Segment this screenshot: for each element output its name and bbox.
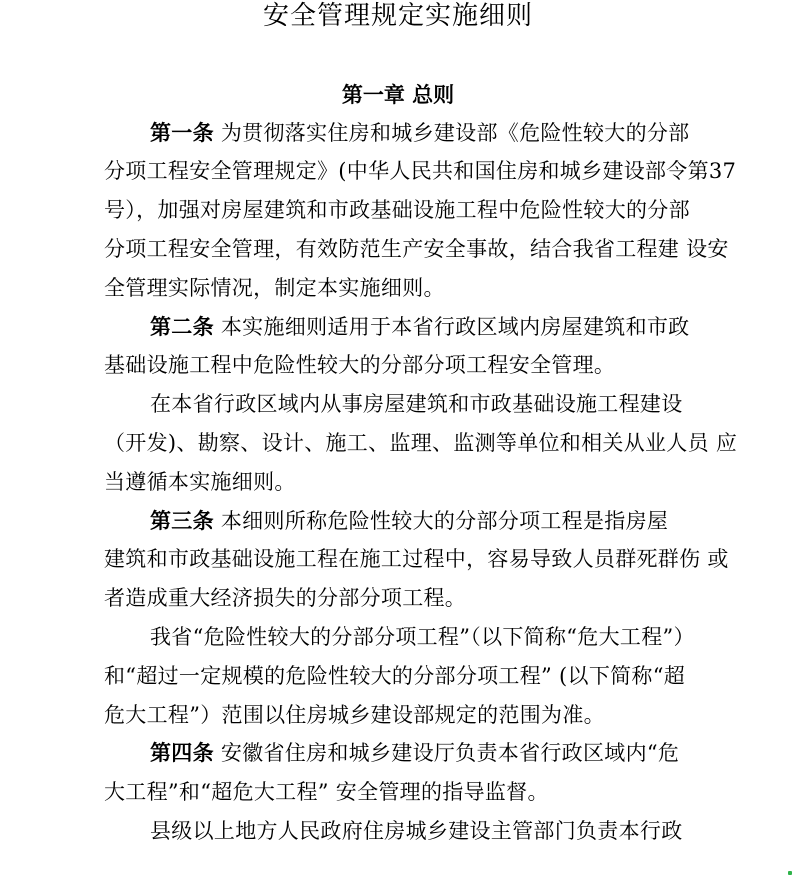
article-text: 本细则所称危险性较大的分部分项工程是指房屋 bbox=[213, 509, 669, 533]
article-label: 第四条 bbox=[150, 740, 214, 765]
body-line: 基础设施工程中危险性较大的分部分项工程安全管理。 bbox=[104, 353, 616, 377]
body-line bbox=[150, 311, 689, 343]
article-text: 本实施细则适用于本省行政区域内房屋建筑和市政 bbox=[213, 315, 690, 339]
body-line bbox=[150, 117, 689, 149]
article-label: 第二条 bbox=[150, 314, 214, 339]
article-text: 为贯彻落实住房和城乡建设部《危险性较大的分部 bbox=[213, 121, 690, 145]
article-label: 第一条 bbox=[150, 120, 214, 145]
body-line: 和“超过一定规模的危险性较大的分部分项工程” (以下简称“超 bbox=[104, 664, 686, 688]
article-label: 第三条 bbox=[150, 508, 214, 533]
body-line: 者造成重大经济损失的分部分项工程。 bbox=[104, 586, 467, 610]
body-line: 全管理实际情况，制定本实施细则。 bbox=[104, 276, 445, 300]
body-line: 大工程”和“超危大工程” 安全管理的指导监督。 bbox=[104, 780, 549, 804]
document-title: 安全管理规定实施细则 bbox=[262, 1, 533, 31]
body-line bbox=[150, 737, 679, 769]
body-line: 分项工程安全管理规定》(中华人民共和国住房和城乡建设部令第37 bbox=[104, 159, 737, 183]
body-line bbox=[150, 505, 668, 537]
body-line: 当遵循本实施细则。 bbox=[104, 470, 296, 494]
body-line: 建筑和市政基础设施工程在施工过程中，容易导致人员群死群伤 或 bbox=[104, 547, 729, 571]
article-text: 安徽省住房和城乡建设厅负责本省行政区域内“危 bbox=[213, 741, 680, 765]
body-line: 号），加强对房屋建筑和市政基础设施工程中危险性较大的分部 bbox=[104, 198, 690, 222]
corner-marker-icon bbox=[788, 871, 792, 875]
body-line: 县级以上地方人民政府住房城乡建设主管部门负责本行政 bbox=[150, 819, 683, 843]
body-line: （开发)、勘察、设计、施工、监理、监测等单位和相关从业人员 应 bbox=[104, 431, 738, 455]
body-line: 在本省行政区域内从事房屋建筑和市政基础设施工程建设 bbox=[150, 392, 683, 416]
chapter-heading: 第一章 总则 bbox=[341, 82, 455, 107]
body-line: 危大工程”）范围以住房城乡建设部规定的范围为准。 bbox=[104, 703, 605, 727]
body-line: 分项工程安全管理，有效防范生产安全事故，结合我省工程建 设安 bbox=[104, 237, 729, 261]
body-line: 我省“危险性较大的分部分项工程”（以下简称“危大工程”） bbox=[150, 625, 695, 649]
